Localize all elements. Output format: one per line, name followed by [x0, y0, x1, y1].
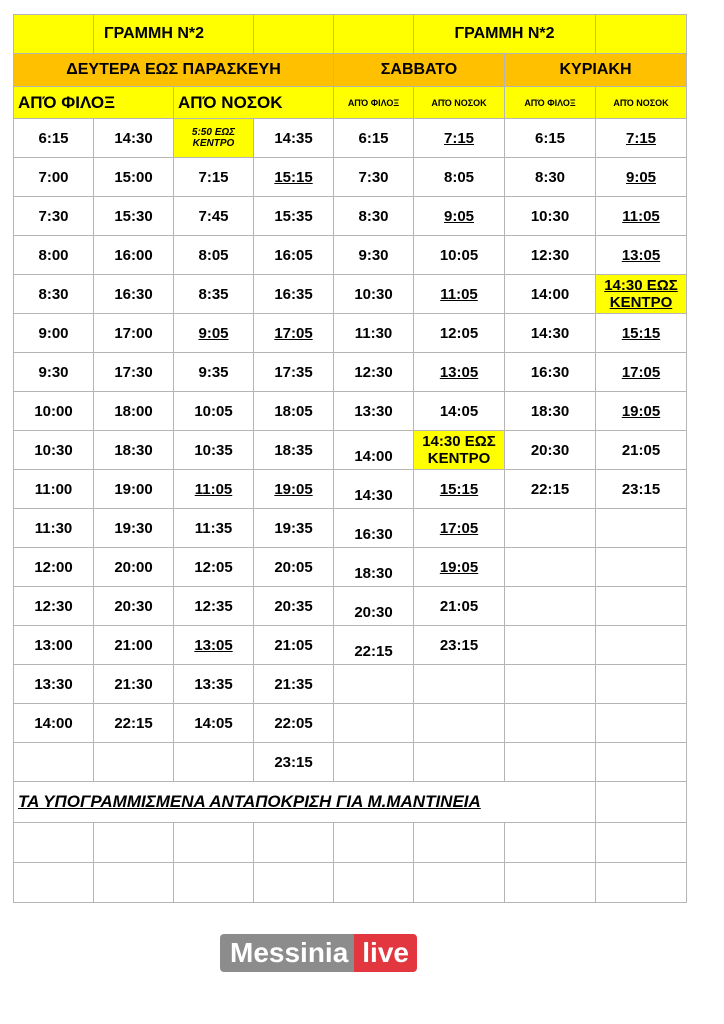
time-cell-wk-filox-a: [14, 743, 94, 782]
time-cell-wk-filox-a: 11:30: [14, 509, 94, 548]
time-cell-wk-nosok-a: [174, 743, 254, 782]
time-cell-wk-filox-a: 10:30: [14, 431, 94, 470]
schedule-row: [14, 743, 687, 782]
time-cell-sat-nosok: 17:05: [414, 509, 505, 548]
time-cell-sun-nosok: [596, 548, 687, 587]
time-cell-wk-nosok-b: 22:05: [254, 704, 334, 743]
weekday-from-nosok: ΑΠΌ ΝΟΣΟΚ: [174, 87, 334, 119]
time-cell-sun-filox: 20:30: [505, 431, 596, 470]
time-cell-sun-filox: 22:15: [505, 470, 596, 509]
time-cell-wk-filox-a: 7:00: [14, 158, 94, 197]
time-cell-wk-filox-a: 8:30: [14, 275, 94, 314]
time-cell-wk-nosok-b: 21:35: [254, 665, 334, 704]
schedule-rows: [14, 119, 687, 782]
time-cell-sat-nosok: 14:30 ΕΩΣ ΚΕΝΤΡΟ: [414, 431, 505, 470]
time-cell-sat-filox: [334, 665, 414, 704]
time-cell-sun-filox: 14:30: [505, 314, 596, 353]
time-cell-sat-nosok: 14:05: [414, 392, 505, 431]
time-cell-wk-nosok-b: 20:05: [254, 548, 334, 587]
time-cell-sun-nosok: [596, 587, 687, 626]
time-cell-wk-filox-b: 17:00: [94, 314, 174, 353]
time-cell-wk-filox-b: 18:30: [94, 431, 174, 470]
weekday-header: ΔΕΥΤΕΡΑ ΕΩΣ ΠΑΡΑΣΚΕΥΗ: [14, 54, 334, 87]
time-cell-wk-filox-a: 9:00: [14, 314, 94, 353]
time-cell-sat-nosok: 19:05: [414, 548, 505, 587]
time-cell-sun-filox: 6:15: [505, 119, 596, 158]
time-cell-wk-filox-a: 10:00: [14, 392, 94, 431]
time-cell-wk-nosok-a: 5:50 ΕΩΣ ΚΕΝΤΡΟ: [174, 119, 254, 158]
time-cell-wk-nosok-b: 20:35: [254, 587, 334, 626]
time-cell-sat-nosok: 23:15: [414, 626, 505, 665]
time-cell-wk-filox-a: 6:15: [14, 119, 94, 158]
time-cell-wk-nosok-a: 11:05: [174, 470, 254, 509]
time-cell-wk-filox-b: 16:00: [94, 236, 174, 275]
time-cell-sat-filox: 11:30: [334, 314, 414, 353]
schedule-row: [14, 119, 687, 158]
messinia-live-logo: [220, 934, 417, 972]
footnote: ΤΑ ΥΠΟΓΡΑΜΜΙΣΜΕΝΑ ΑΝΤΑΠΟΚΡΙΣΗ ΓΙΑ Μ.ΜΑΝΤΙΝΕΙΑ: [14, 782, 596, 823]
time-cell-sun-filox: [505, 509, 596, 548]
schedule-row: [14, 353, 687, 392]
time-cell-wk-nosok-b: 15:35: [254, 197, 334, 236]
time-cell-sat-filox: 18:30: [334, 548, 414, 587]
sunday-from-filox: ΑΠΌ ΦΙΛΟΞ: [505, 87, 596, 119]
time-cell-sat-nosok: [414, 704, 505, 743]
time-cell-sat-filox: [334, 743, 414, 782]
time-cell-wk-filox-b: 18:00: [94, 392, 174, 431]
time-cell-sat-filox: 6:15: [334, 119, 414, 158]
time-cell-sat-filox: 10:30: [334, 275, 414, 314]
time-cell-sun-nosok: 9:05: [596, 158, 687, 197]
time-cell-sun-nosok: 21:05: [596, 431, 687, 470]
time-cell-wk-filox-b: 19:00: [94, 470, 174, 509]
time-cell-sun-nosok: [596, 509, 687, 548]
logo-part-live: live: [354, 934, 417, 972]
saturday-from-filox: ΑΠΌ ΦΙΛΟΞ: [334, 87, 414, 119]
time-cell-sun-nosok: 11:05: [596, 197, 687, 236]
time-cell-sun-filox: [505, 548, 596, 587]
time-cell-sat-nosok: [414, 665, 505, 704]
time-cell-sun-nosok: [596, 743, 687, 782]
time-cell-wk-nosok-b: 19:35: [254, 509, 334, 548]
time-cell-wk-nosok-b: 17:35: [254, 353, 334, 392]
bus-schedule-table: [13, 14, 687, 903]
saturday-header: ΣΑΒΒΑΤΟ: [334, 54, 505, 87]
time-cell-wk-nosok-a: 12:35: [174, 587, 254, 626]
schedule-row: [14, 548, 687, 587]
schedule-row: [14, 704, 687, 743]
time-cell-sun-nosok: [596, 626, 687, 665]
time-cell-wk-filox-a: 11:00: [14, 470, 94, 509]
time-cell-sun-nosok: 15:15: [596, 314, 687, 353]
time-cell-sat-nosok: 15:15: [414, 470, 505, 509]
line-title-right: ΓΡΑΜΜΗ Ν*2: [414, 15, 596, 54]
time-cell-sat-nosok: [414, 743, 505, 782]
time-cell-wk-nosok-a: 9:05: [174, 314, 254, 353]
sunday-from-nosok: ΑΠΌ ΝΟΣΟΚ: [596, 87, 687, 119]
time-cell-sun-nosok: 13:05: [596, 236, 687, 275]
time-cell-sat-filox: 8:30: [334, 197, 414, 236]
time-cell-sun-nosok: [596, 704, 687, 743]
time-cell-wk-nosok-a: 11:35: [174, 509, 254, 548]
weekday-from-filox: ΑΠΌ ΦΙΛΟΞ: [14, 87, 174, 119]
time-cell-wk-nosok-a: 13:05: [174, 626, 254, 665]
schedule-row: [14, 587, 687, 626]
time-cell-wk-filox-b: 19:30: [94, 509, 174, 548]
time-cell-wk-nosok-b: 14:35: [254, 119, 334, 158]
time-cell-sat-nosok: 8:05: [414, 158, 505, 197]
time-cell-sun-filox: [505, 743, 596, 782]
time-cell-sat-nosok: 10:05: [414, 236, 505, 275]
time-cell-sat-filox: 14:00: [334, 431, 414, 470]
time-cell-sat-filox: 13:30: [334, 392, 414, 431]
time-cell-wk-nosok-a: 7:45: [174, 197, 254, 236]
time-cell-sat-filox: 22:15: [334, 626, 414, 665]
time-cell-wk-nosok-b: 19:05: [254, 470, 334, 509]
time-cell-wk-filox-b: 15:30: [94, 197, 174, 236]
time-cell-sat-filox: 20:30: [334, 587, 414, 626]
time-cell-wk-nosok-b: 16:35: [254, 275, 334, 314]
schedule-row: [14, 197, 687, 236]
schedule-row: [14, 392, 687, 431]
schedule-row: [14, 509, 687, 548]
time-cell-wk-filox-a: 9:30: [14, 353, 94, 392]
schedule-row: [14, 626, 687, 665]
time-cell-sat-nosok: 12:05: [414, 314, 505, 353]
time-cell-sun-filox: [505, 626, 596, 665]
time-cell-wk-nosok-a: 8:05: [174, 236, 254, 275]
time-cell-sun-nosok: 7:15: [596, 119, 687, 158]
time-cell-sun-filox: 16:30: [505, 353, 596, 392]
time-cell-wk-filox-a: 12:00: [14, 548, 94, 587]
time-cell-wk-nosok-b: 15:15: [254, 158, 334, 197]
schedule-row: [14, 314, 687, 353]
time-cell-sat-nosok: 13:05: [414, 353, 505, 392]
time-cell-sun-nosok: 14:30 ΕΩΣ ΚΕΝΤΡΟ: [596, 275, 687, 314]
time-cell-wk-nosok-b: 17:05: [254, 314, 334, 353]
time-cell-wk-filox-a: 8:00: [14, 236, 94, 275]
time-cell-sat-nosok: 11:05: [414, 275, 505, 314]
time-cell-wk-filox-b: 15:00: [94, 158, 174, 197]
time-cell-sun-filox: [505, 587, 596, 626]
time-cell-sat-nosok: 9:05: [414, 197, 505, 236]
time-cell-wk-nosok-a: 8:35: [174, 275, 254, 314]
time-cell-wk-filox-a: 13:00: [14, 626, 94, 665]
time-cell-wk-filox-b: 17:30: [94, 353, 174, 392]
time-cell-wk-filox-b: 14:30: [94, 119, 174, 158]
time-cell-wk-filox-b: 16:30: [94, 275, 174, 314]
time-cell-sat-filox: 14:30: [334, 470, 414, 509]
schedule-row: [14, 665, 687, 704]
time-cell-sun-filox: 8:30: [505, 158, 596, 197]
time-cell-wk-filox-b: 21:30: [94, 665, 174, 704]
time-cell-wk-filox-b: 20:00: [94, 548, 174, 587]
schedule-row: [14, 236, 687, 275]
line-title-left: ΓΡΑΜΜΗ Ν*2: [94, 15, 254, 54]
time-cell-wk-nosok-b: 16:05: [254, 236, 334, 275]
time-cell-sun-filox: 10:30: [505, 197, 596, 236]
time-cell-wk-filox-a: 12:30: [14, 587, 94, 626]
time-cell-sat-filox: 7:30: [334, 158, 414, 197]
time-cell-sun-filox: 12:30: [505, 236, 596, 275]
time-cell-sun-nosok: 17:05: [596, 353, 687, 392]
schedule-row: [14, 158, 687, 197]
logo-part-messinia: Messinia: [220, 934, 354, 972]
time-cell-wk-filox-a: 14:00: [14, 704, 94, 743]
time-cell-wk-nosok-a: 9:35: [174, 353, 254, 392]
time-cell-wk-nosok-b: 23:15: [254, 743, 334, 782]
time-cell-wk-nosok-a: 14:05: [174, 704, 254, 743]
time-cell-wk-nosok-b: 21:05: [254, 626, 334, 665]
time-cell-wk-nosok-a: 10:05: [174, 392, 254, 431]
time-cell-wk-nosok-a: 7:15: [174, 158, 254, 197]
time-cell-wk-nosok-a: 10:35: [174, 431, 254, 470]
time-cell-wk-filox-b: 22:15: [94, 704, 174, 743]
time-cell-wk-nosok-b: 18:05: [254, 392, 334, 431]
time-cell-sun-nosok: 19:05: [596, 392, 687, 431]
schedule-row: [14, 470, 687, 509]
time-cell-sun-filox: [505, 704, 596, 743]
schedule-row: [14, 431, 687, 470]
saturday-from-nosok: ΑΠΌ ΝΟΣΟΚ: [414, 87, 505, 119]
time-cell-wk-nosok-a: 13:35: [174, 665, 254, 704]
time-cell-sat-nosok: 21:05: [414, 587, 505, 626]
time-cell-wk-filox-a: 7:30: [14, 197, 94, 236]
time-cell-sat-filox: 12:30: [334, 353, 414, 392]
time-cell-sat-filox: 16:30: [334, 509, 414, 548]
time-cell-wk-nosok-a: 12:05: [174, 548, 254, 587]
sunday-header: ΚΥΡΙΑΚΗ: [505, 54, 687, 87]
time-cell-wk-filox-b: [94, 743, 174, 782]
time-cell-wk-filox-a: 13:30: [14, 665, 94, 704]
time-cell-sun-nosok: 23:15: [596, 470, 687, 509]
time-cell-sat-filox: 9:30: [334, 236, 414, 275]
time-cell-sun-filox: 18:30: [505, 392, 596, 431]
time-cell-sat-nosok: 7:15: [414, 119, 505, 158]
time-cell-wk-filox-b: 20:30: [94, 587, 174, 626]
time-cell-wk-filox-b: 21:00: [94, 626, 174, 665]
schedule-row: [14, 275, 687, 314]
time-cell-sun-nosok: [596, 665, 687, 704]
time-cell-wk-nosok-b: 18:35: [254, 431, 334, 470]
time-cell-sun-filox: 14:00: [505, 275, 596, 314]
time-cell-sun-filox: [505, 665, 596, 704]
time-cell-sat-filox: [334, 704, 414, 743]
